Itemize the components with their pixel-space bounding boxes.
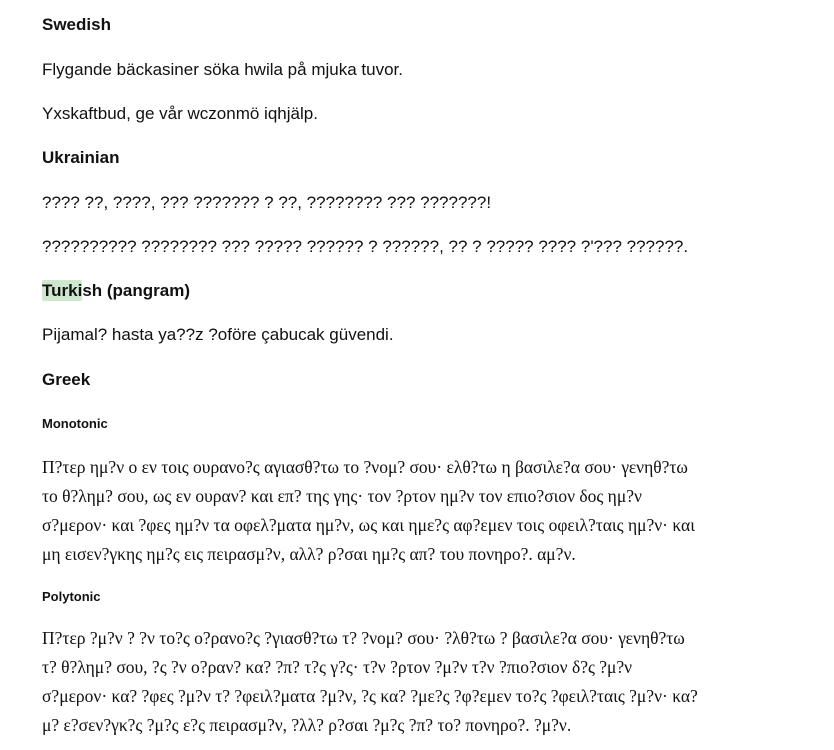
heading-greek: Greek [42,370,91,389]
swedish-line-2: Yxskaftbud, ge vår wczonmö iqhjälp. [42,104,318,123]
polytonic-line: τ? θ?λημ? σου, ?ς ?ν ο?ραν? κα? ?π? τ?ς γ?ς· τ?ν ?ρτον ?μ?ν τ?ν ?πιο?σιον δ?ς ?μ?ν [42,657,633,677]
ukrainian-line-1: ???? ??, ????, ??? ??????? ? ??, ???????? ??? ???????! [42,193,492,212]
polytonic-line: Π?τερ ?μ?ν ? ?ν το?ς ο?ρανο?ς ?γιασθ?τω τ? ?νομ? σου· ?λθ?τω ? βασιλε?α σου· γενηθ?τω [42,628,685,648]
heading-turkish [42,281,190,301]
ukrainian-line-2: ?????????? ???????? ??? ????? ?????? ? ??????, ?? ? ????? ???? ?'??? ??????. [42,237,689,256]
monotonic-line: το θ?λημ? σου, ως εν ουραν? και επ? της γης· τον ?ρτον ημ?ν τον επιο?σιον δος ημ?ν [42,486,642,506]
greek-polytonic-paragraph [42,624,812,740]
heading-swedish: Swedish [42,15,111,34]
monotonic-line: Π?τερ ημ?ν ο εν τοις ουρανο?ς αγιασθ?τω το ?νομ? σου· ελθ?τω η βασιλε?α σου· γενηθ?τω [42,457,688,477]
turkish-line-1: Pijamal? hasta ya??z ?oföre çabucak güvendi. [42,325,394,344]
polytonic-line: μ? ε?σεν?γκ?ς ?μ?ς ε?ς πειρασμ?ν, ?λλ? ρ?σαι ?μ?ς ?π? το? πονηρο?. ?μ?ν. [42,715,572,735]
monotonic-line: σ?μερον· και ?φες ημ?ν τα οφελ?ματα ημ?ν, ως και ημε?ς αφ?εμεν τοις οφειλ?ταις ημ?ν· και [42,515,695,535]
heading-turkish-rest: sh (pangram) [82,281,190,300]
heading-ukrainian: Ukrainian [42,148,120,167]
swedish-line-1: Flygande bäckasiner söka hwila på mjuka tuvor. [42,60,403,79]
search-highlight: Turki [42,281,83,300]
greek-monotonic-paragraph [42,453,812,569]
monotonic-line: μη εισεν?γκης ημ?ς εις πειρασμ?ν, αλλ? ρ?σαι ημ?ς απ? του πονηρο?. αμ?ν. [42,544,576,564]
polytonic-line: σ?μερον· κα? ?φες ?μ?ν τ? ?φειλ?ματα ?μ?ν, ?ς κα? ?με?ς ?φ?εμεν το?ς ?φειλ?ταις ?μ?ν· κα? [42,686,698,706]
heading-monotonic: Monotonic [42,416,108,431]
heading-polytonic: Polytonic [42,589,101,604]
